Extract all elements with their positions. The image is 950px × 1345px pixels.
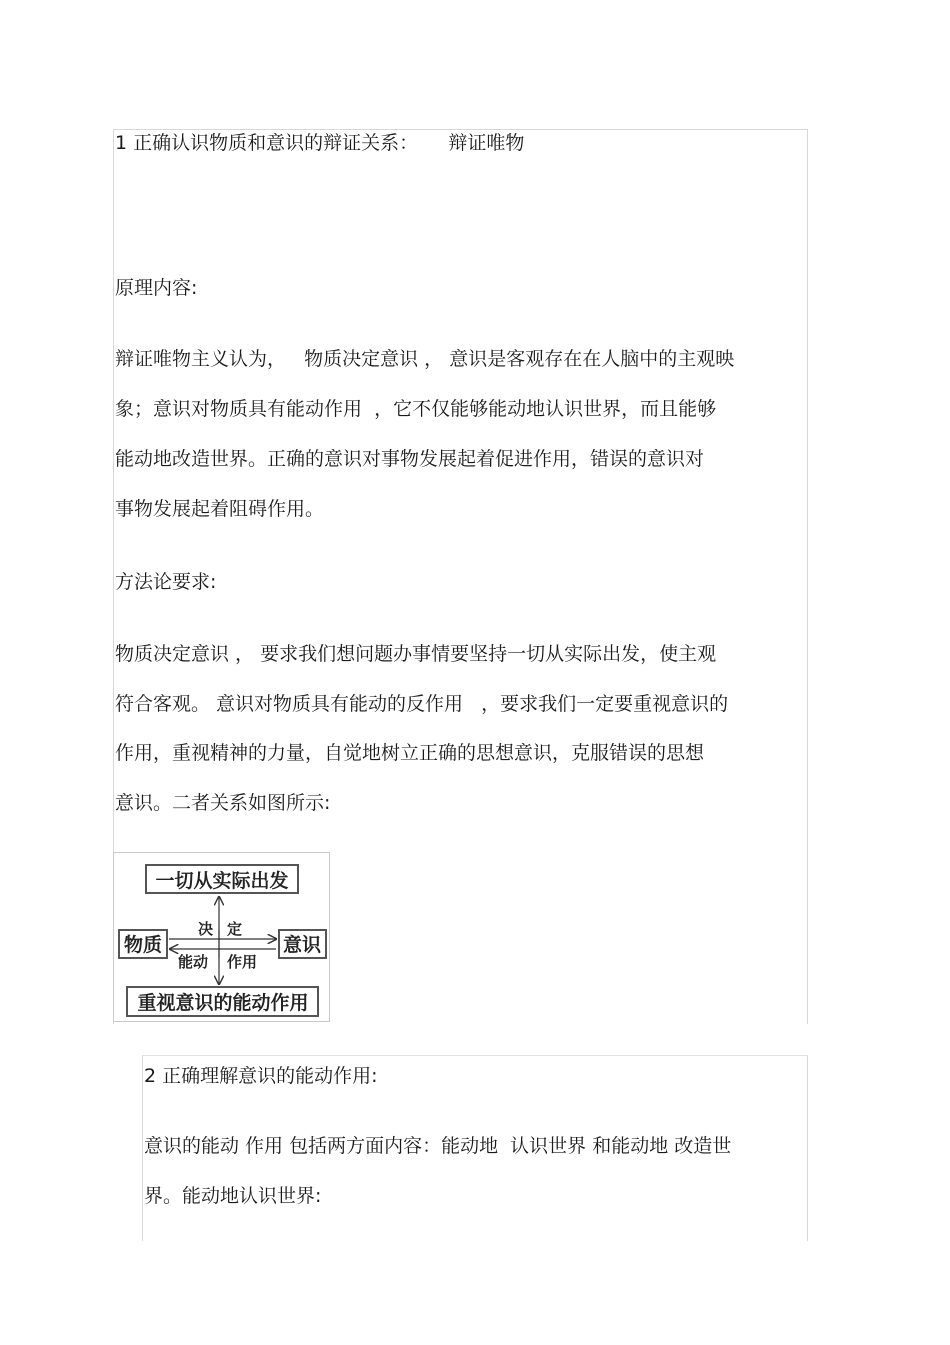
method-label: 方法论要求:: [115, 571, 217, 593]
section2-line-2: 界。能动地认识世界:: [144, 1185, 322, 1207]
method-line-4: 意识。二者关系如图所示:: [115, 792, 331, 814]
section2-line-1: 意识的能动 作用 包括两方面内容：能动地 认识世界 和能动地 改造世: [144, 1135, 732, 1157]
principle-line-2: 象；意识对物质具有能动作用 ，它不仅能够能动地认识世界，而且能够: [115, 398, 717, 420]
principle-line-3: 能动地改造世界。正确的意识对事物发展起着促进作用，错误的意识对: [115, 448, 705, 470]
section2-heading: 2 正确理解意识的能动作用:: [144, 1065, 378, 1087]
bottom-box-label: 重视意识的能动作用: [137, 992, 309, 1014]
decide-label-2: 定: [227, 920, 243, 938]
principle-line-1: 辩证唯物主义认为， 物质决定意识 ， 意识是客观存在在人脑中的主观映: [115, 348, 735, 370]
principle-label: 原理内容:: [115, 277, 198, 299]
principle-line-4: 事物发展起着阻碍作用。: [115, 498, 325, 520]
method-line-1: 物质决定意识 ， 要求我们想问题办事情要坚持一切从实际出发，使主观: [115, 643, 717, 665]
section1-heading: 1 正确认识物质和意识的辩证关系： 辩证唯物: [115, 132, 525, 154]
active-label-1: 能动: [178, 953, 209, 971]
relation-diagram: [113, 852, 331, 1022]
decide-label-1: 决: [198, 920, 214, 938]
top-box-label: 一切从实际出发: [155, 870, 289, 892]
right-box-label: 意识: [282, 934, 322, 956]
method-line-3: 作用，重视精神的力量，自觉地树立正确的思想意识，克服错误的思想: [115, 742, 705, 764]
active-label-2: 作用: [227, 953, 258, 971]
left-box-label: 物质: [123, 934, 163, 956]
method-line-2: 符合客观。 意识对物质具有能动的反作用 ，要求我们一定要重视意识的: [115, 693, 729, 715]
